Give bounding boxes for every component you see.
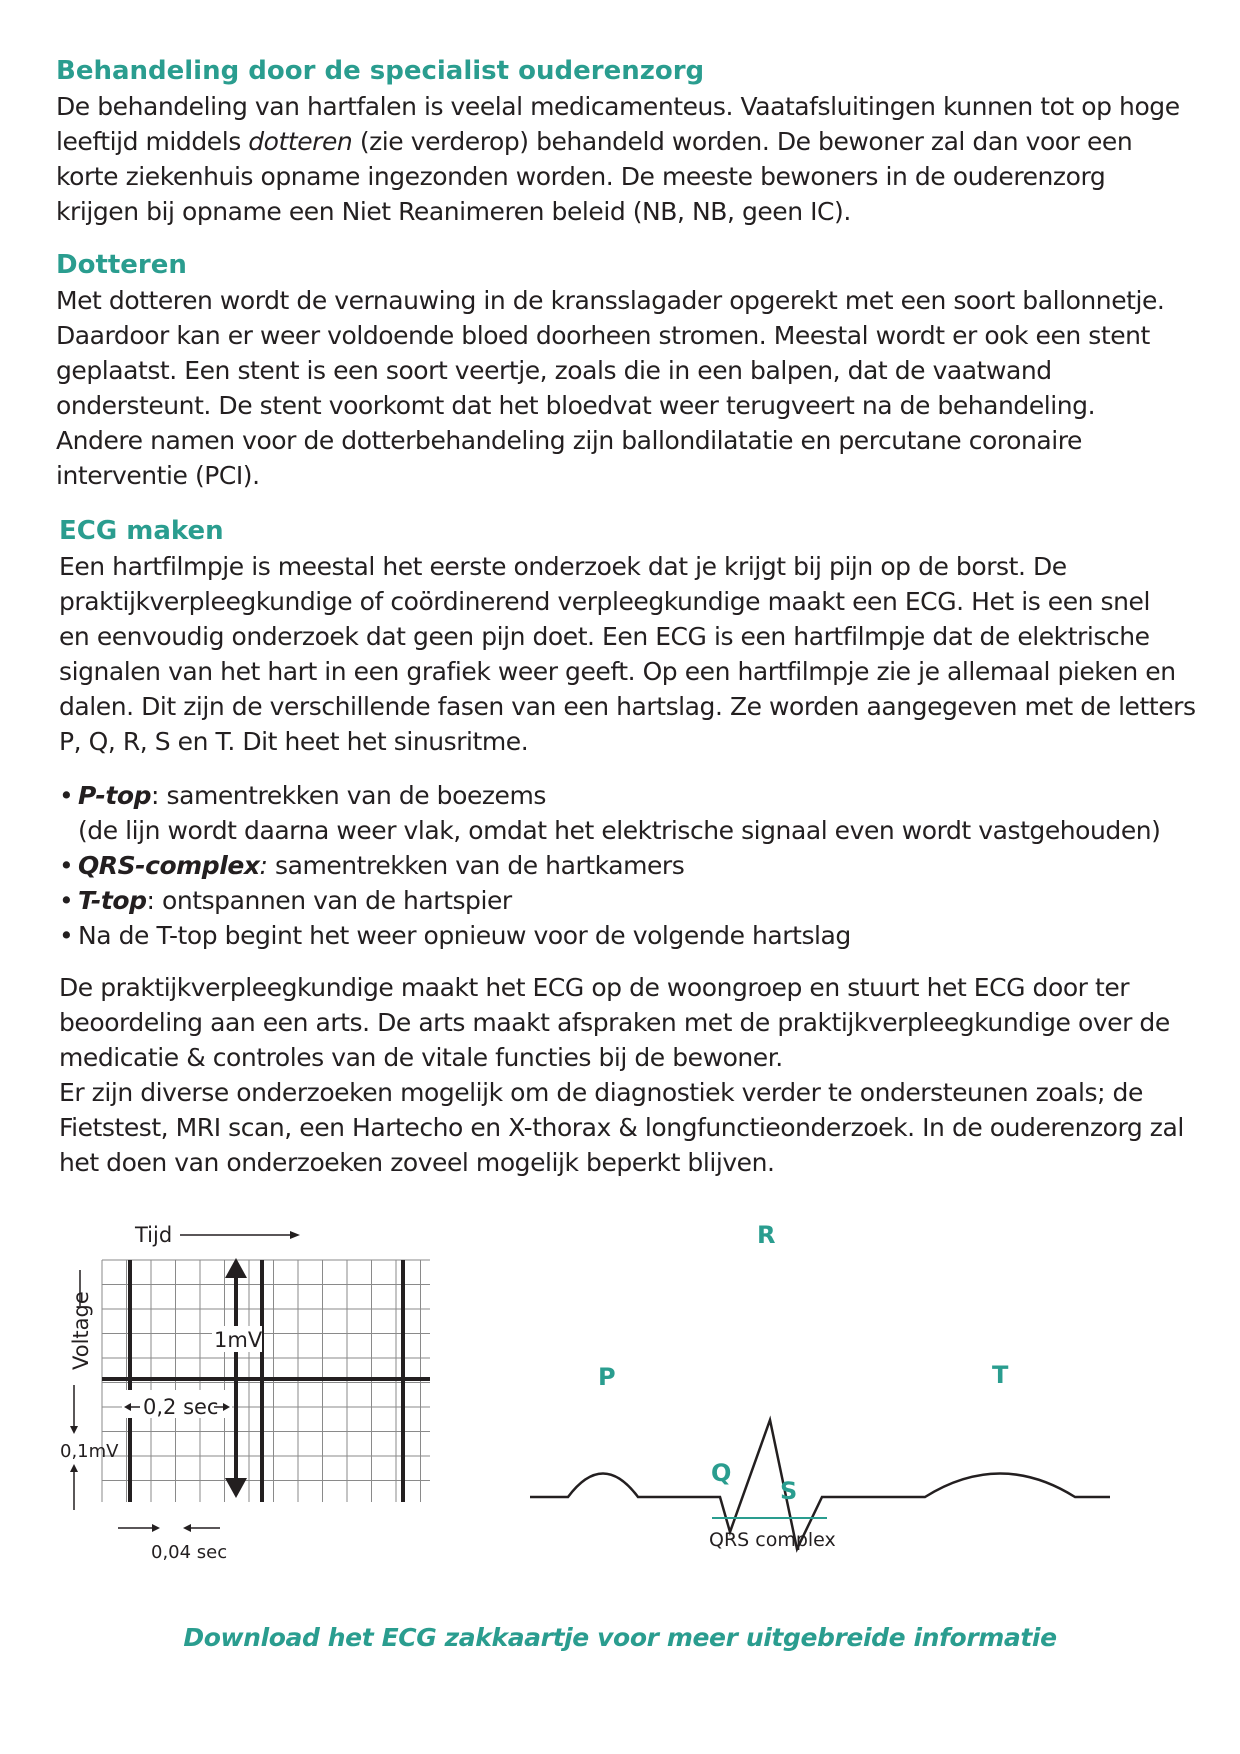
download-link[interactable]: Download het ECG zakkaartje voor meer uitgebreide informatie [183, 1623, 1057, 1652]
paragraph-ecg: Een hartfilmpje is meestal het eerste onderzoek dat je krijgt bij pijn op de borst. De praktijkverpleegkundige of coördinerend verpleegkundige maakt een ECG. Het is een snel en eenvoudig onderzoek dat geen pijn doet. Een ECG is een hartfilmpje dat de elektrische signalen van het hart in een grafiek weer geeft. Op een hartfilmpje zie je allemaal pieken en dalen. Dit zijn de verschillende fasen van een hartslag. Ze worden aangegeven met de letters P, Q, R, S en T. Dit heet het sinusritme. [59, 552, 1196, 756]
paragraph-closing: De praktijkverpleegkundige maakt het ECG op de woongroep en stuurt het ECG door ter beoordeling aan een arts. De arts maakt afspraken met de praktijkverpleegkundige over de medicatie & controles van de vitale functies bij de bewoner. Er zijn diverse onderzoeken mogelijk om de diagnostiek verder te ondersteunen zoals; de Fietstest, MRI scan, een Hartecho en X-thorax & longfunctieonderzoek. In de ouderenzorg zal het doen van onderzoeken zoveel mogelijk beperkt blijven. [59, 973, 1184, 1177]
time-arrow-icon [180, 1231, 300, 1239]
section-ecg [59, 514, 1209, 759]
time-label: Tijd [135, 1223, 173, 1247]
bullet-icon: • [59, 921, 74, 950]
paragraph-dotteren: Met dotteren wordt de vernauwing in de kransslagader opgerekt met een soort ballonnetje. Daardoor kan er weer voldoende bloed doorheen stromen. Meestal wordt er ook een stent geplaatst. Een stent is een soort veertje, zoals die in een balpen, dat de vaatwand ondersteunt. De stent voorkomt dat het bloedvat weer terugveert na de behandeling. Andere namen voor de dotterbehandeling zijn ballondilatatie en percutane coronaire interventie (PCI). [56, 286, 1165, 490]
small-sec-right-arrow-icon [118, 1524, 160, 1532]
bullet-icon: • [59, 781, 74, 810]
bullet-icon: • [59, 886, 74, 915]
heading-ecg: ECG maken [59, 516, 224, 546]
small-sec-left-arrow-icon [183, 1524, 220, 1532]
small-mv-down-arrow-icon [70, 1385, 78, 1434]
ecg-waveform-diagram [520, 1210, 1180, 1590]
label-t: T [992, 1361, 1009, 1389]
bullet-icon: • [59, 851, 74, 880]
list-item: • T-top: ontspannen van de hartspier [59, 883, 1209, 918]
section-closing [59, 970, 1209, 1180]
list-item-continuation: (de lijn wordt daarna weer vlak, omdat het elektrische signaal even wordt vastgehouden) [78, 816, 1161, 845]
emphasis-dotteren: dotteren [248, 127, 353, 156]
voltage-label: Voltage [69, 1291, 93, 1370]
label-s: S [780, 1477, 798, 1505]
small-mv-up-arrow-icon [70, 1464, 78, 1510]
label-r: R [757, 1221, 776, 1249]
one-mv-label: 1mV [214, 1328, 263, 1352]
list-item: • Na de T-top begint het weer opnieuw voor de volgende hartslag [59, 918, 1209, 953]
small-mv-label: 0,1mV [60, 1441, 119, 1462]
section-specialist [56, 54, 1206, 229]
ecg-grid-diagram [60, 1210, 500, 1590]
heading-specialist: Behandeling door de specialist ouderenzorg [56, 56, 705, 86]
section-dotteren [56, 248, 1206, 493]
sec-label: 0,2 sec [143, 1395, 219, 1419]
paragraph-specialist: De behandeling van hartfalen is veelal medicamenteus. Vaatafsluitingen kunnen tot op hoge leeftijd middels dotteren (zie verderop) behandeld worden. De bewoner zal dan voor een korte ziekenhuis opname ingezonden worden. De meeste bewoners in de ouderenzorg krijgen bij opname een Niet Reanimeren beleid (NB, NB, geen IC). [56, 92, 1180, 226]
list-item: • QRS-complex: samentrekken van de hartkamers [59, 848, 1209, 883]
ecg-phase-list [59, 778, 1209, 953]
label-q: Q [711, 1459, 732, 1487]
small-sec-label: 0,04 sec [151, 1542, 228, 1563]
list-item: • P-top: samentrekken van de boezems [59, 778, 1209, 813]
qrs-label: QRS complex [709, 1529, 836, 1551]
heading-dotteren: Dotteren [56, 250, 187, 280]
label-p: P [598, 1363, 616, 1391]
